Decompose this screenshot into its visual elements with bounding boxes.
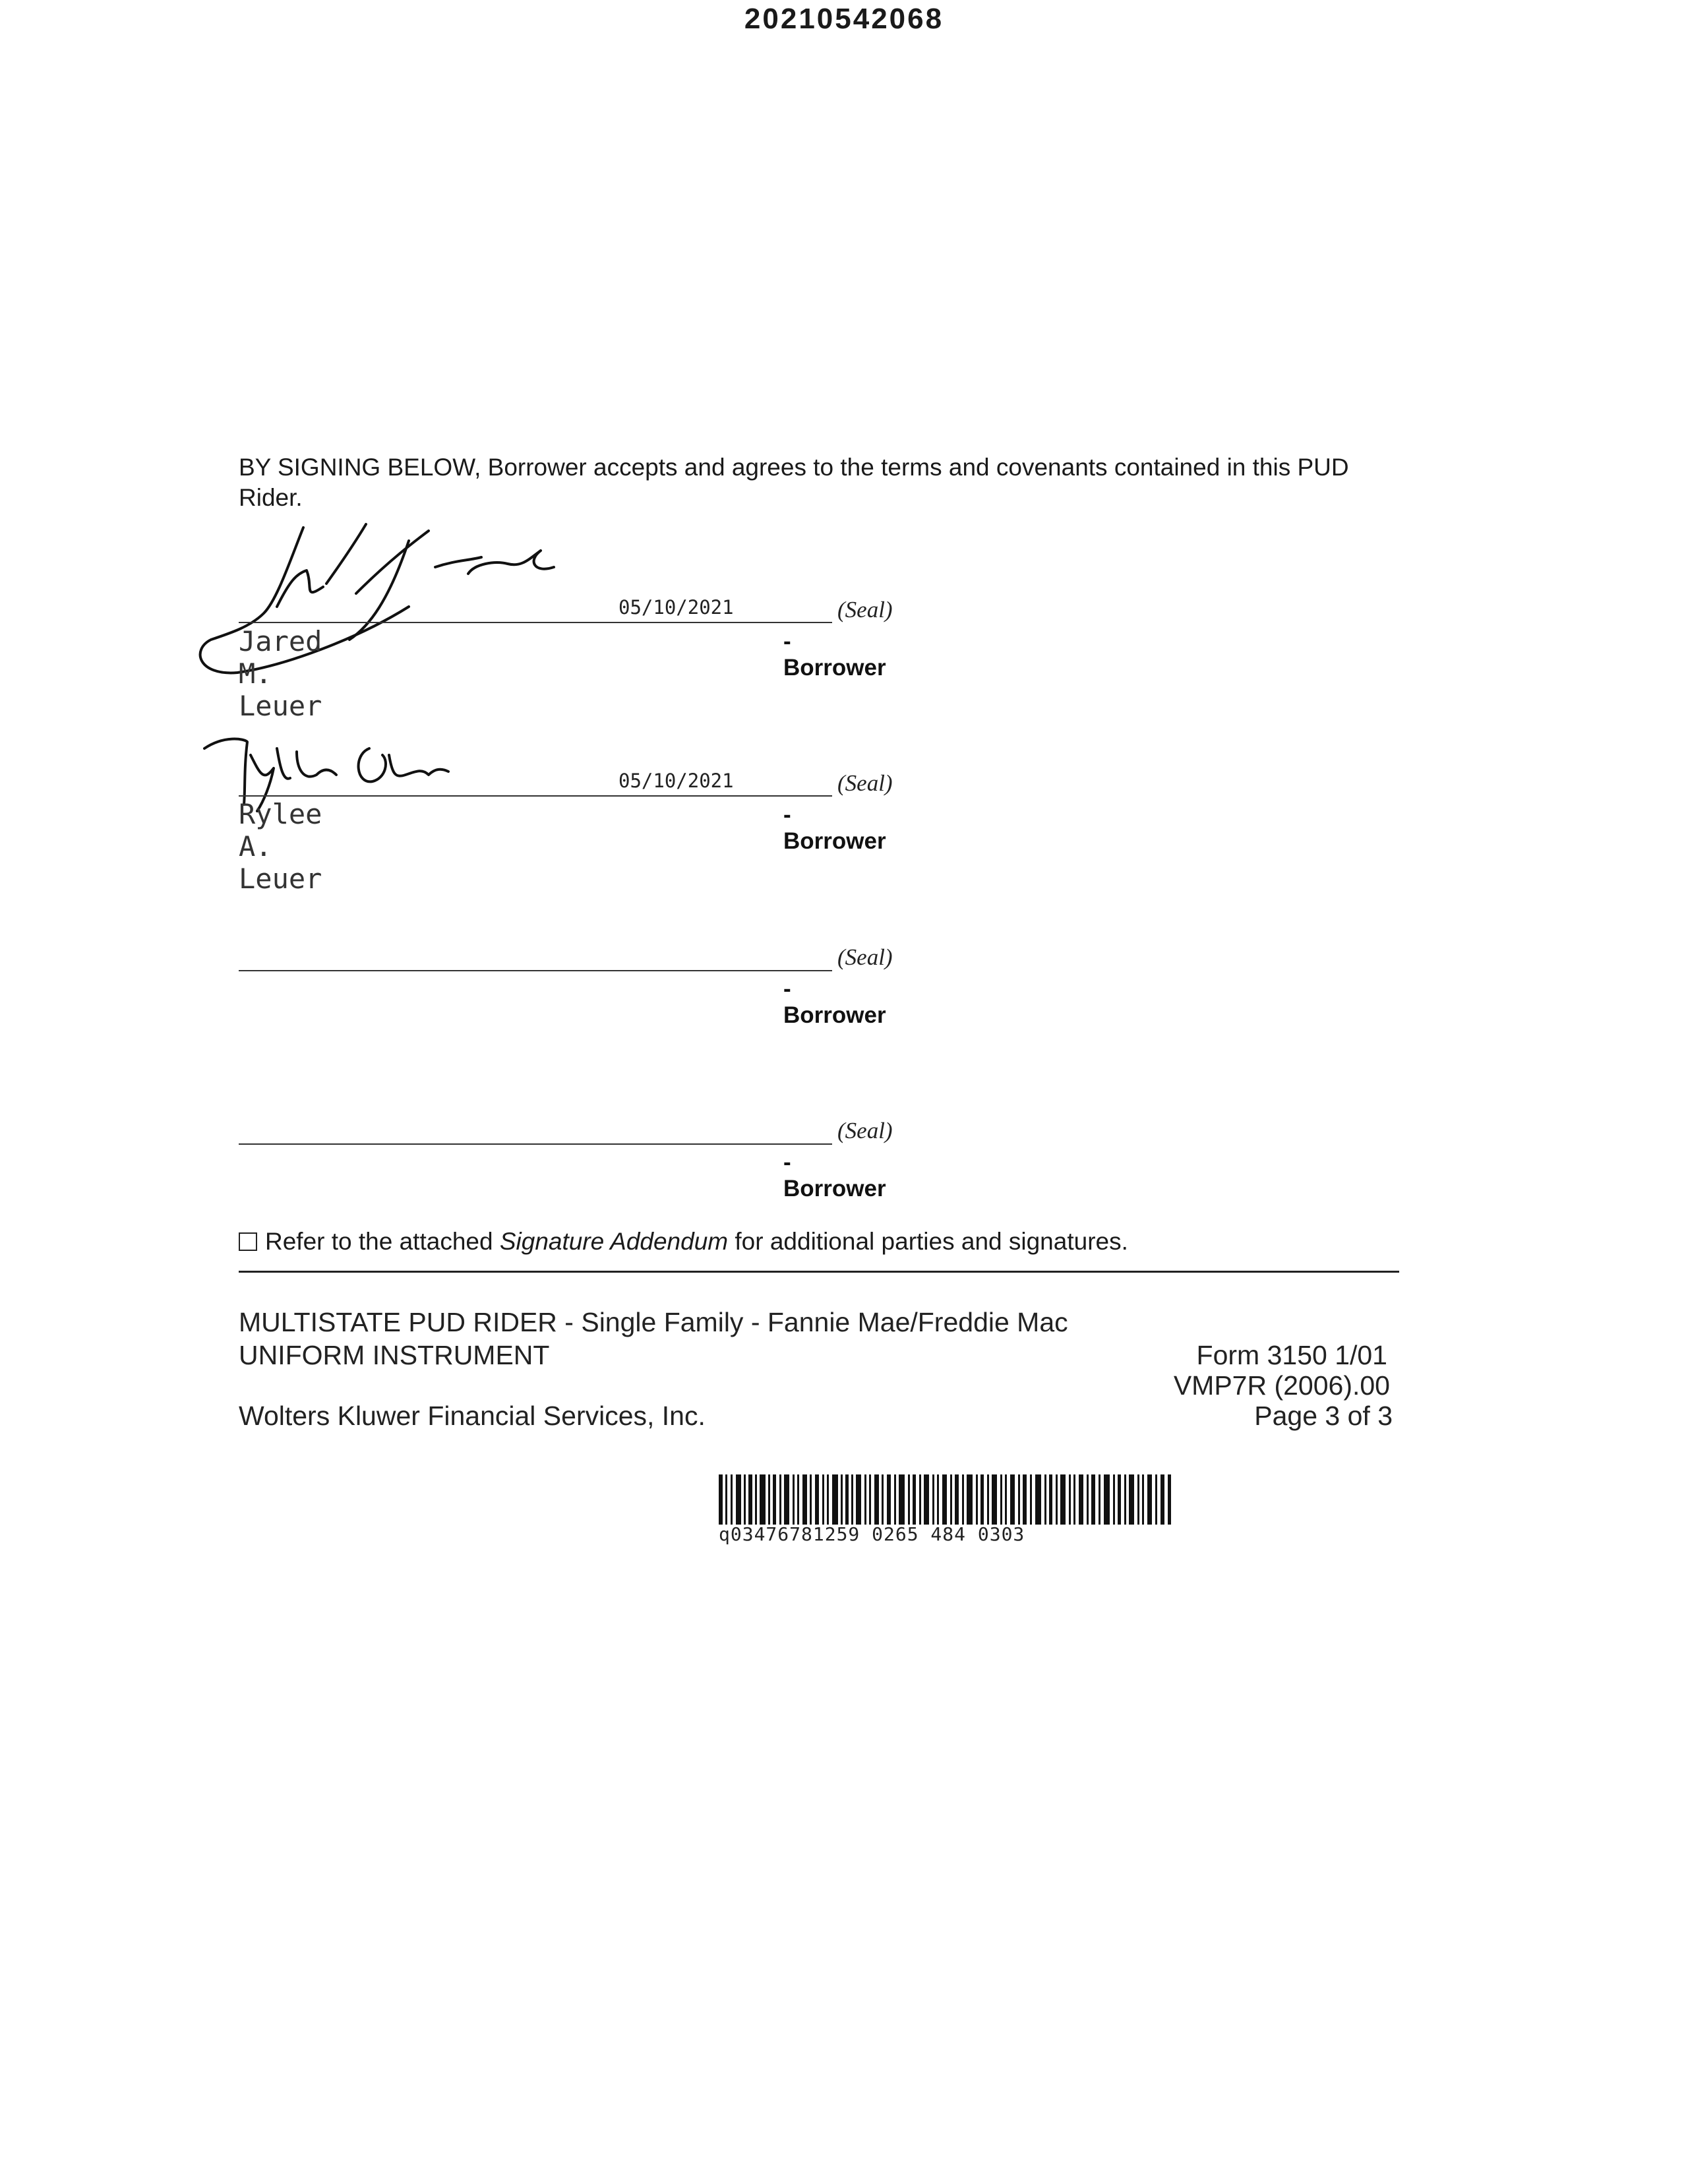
borrower-name-2: Rylee A. Leuer	[239, 798, 322, 895]
signature-addendum-note	[239, 1228, 1128, 1256]
seal-label-3: (Seal)	[837, 944, 893, 970]
signature-image-rylee	[198, 729, 462, 814]
borrower-name-1: Jared M. Leuer	[239, 625, 322, 722]
addendum-text-italic: Signature Addendum	[499, 1228, 729, 1255]
barcode-number: q03476781259 0265 484 0303	[719, 1523, 1025, 1545]
seal-label-1: (Seal)	[837, 597, 893, 622]
footer-page-number: Page 3 of 3	[1254, 1401, 1393, 1431]
footer-title: MULTISTATE PUD RIDER - Single Family - Fannie Mae/Freddie Mac	[239, 1307, 1068, 1337]
signature-line-3[interactable]	[239, 970, 832, 971]
addendum-text-after: for additional parties and signatures.	[728, 1228, 1128, 1255]
seal-label-4: (Seal)	[837, 1118, 893, 1143]
footer-company: Wolters Kluwer Financial Services, Inc.	[239, 1401, 706, 1431]
addendum-text-before: Refer to the attached	[265, 1228, 500, 1255]
borrower-label-3: -Borrower	[783, 976, 886, 1028]
footer-instrument: UNIFORM INSTRUMENT	[239, 1340, 550, 1370]
borrower-label-1: -Borrower	[783, 628, 886, 681]
signature-line-1	[239, 622, 832, 623]
borrower-label-4: -Borrower	[783, 1149, 886, 1201]
signature-line-2	[239, 795, 832, 797]
footer-vmp-code: VMP7R (2006).00	[1173, 1370, 1390, 1401]
signature-line-4[interactable]	[239, 1143, 832, 1145]
footer-divider	[239, 1271, 1399, 1273]
seal-label-2: (Seal)	[837, 770, 893, 796]
footer-form-number: Form 3150 1/01	[1196, 1340, 1387, 1370]
document-number: 20210542068	[744, 3, 944, 35]
signature-date-2: 05/10/2021	[618, 770, 734, 792]
signing-statement: BY SIGNING BELOW, Borrower accepts and agrees to the terms and covenants contained in this PUD Rider.	[239, 454, 1349, 511]
barcode-image	[719, 1474, 1174, 1525]
addendum-checkbox[interactable]	[239, 1232, 257, 1251]
borrower-label-2: -Borrower	[783, 802, 886, 854]
signature-date-1: 05/10/2021	[618, 596, 734, 619]
